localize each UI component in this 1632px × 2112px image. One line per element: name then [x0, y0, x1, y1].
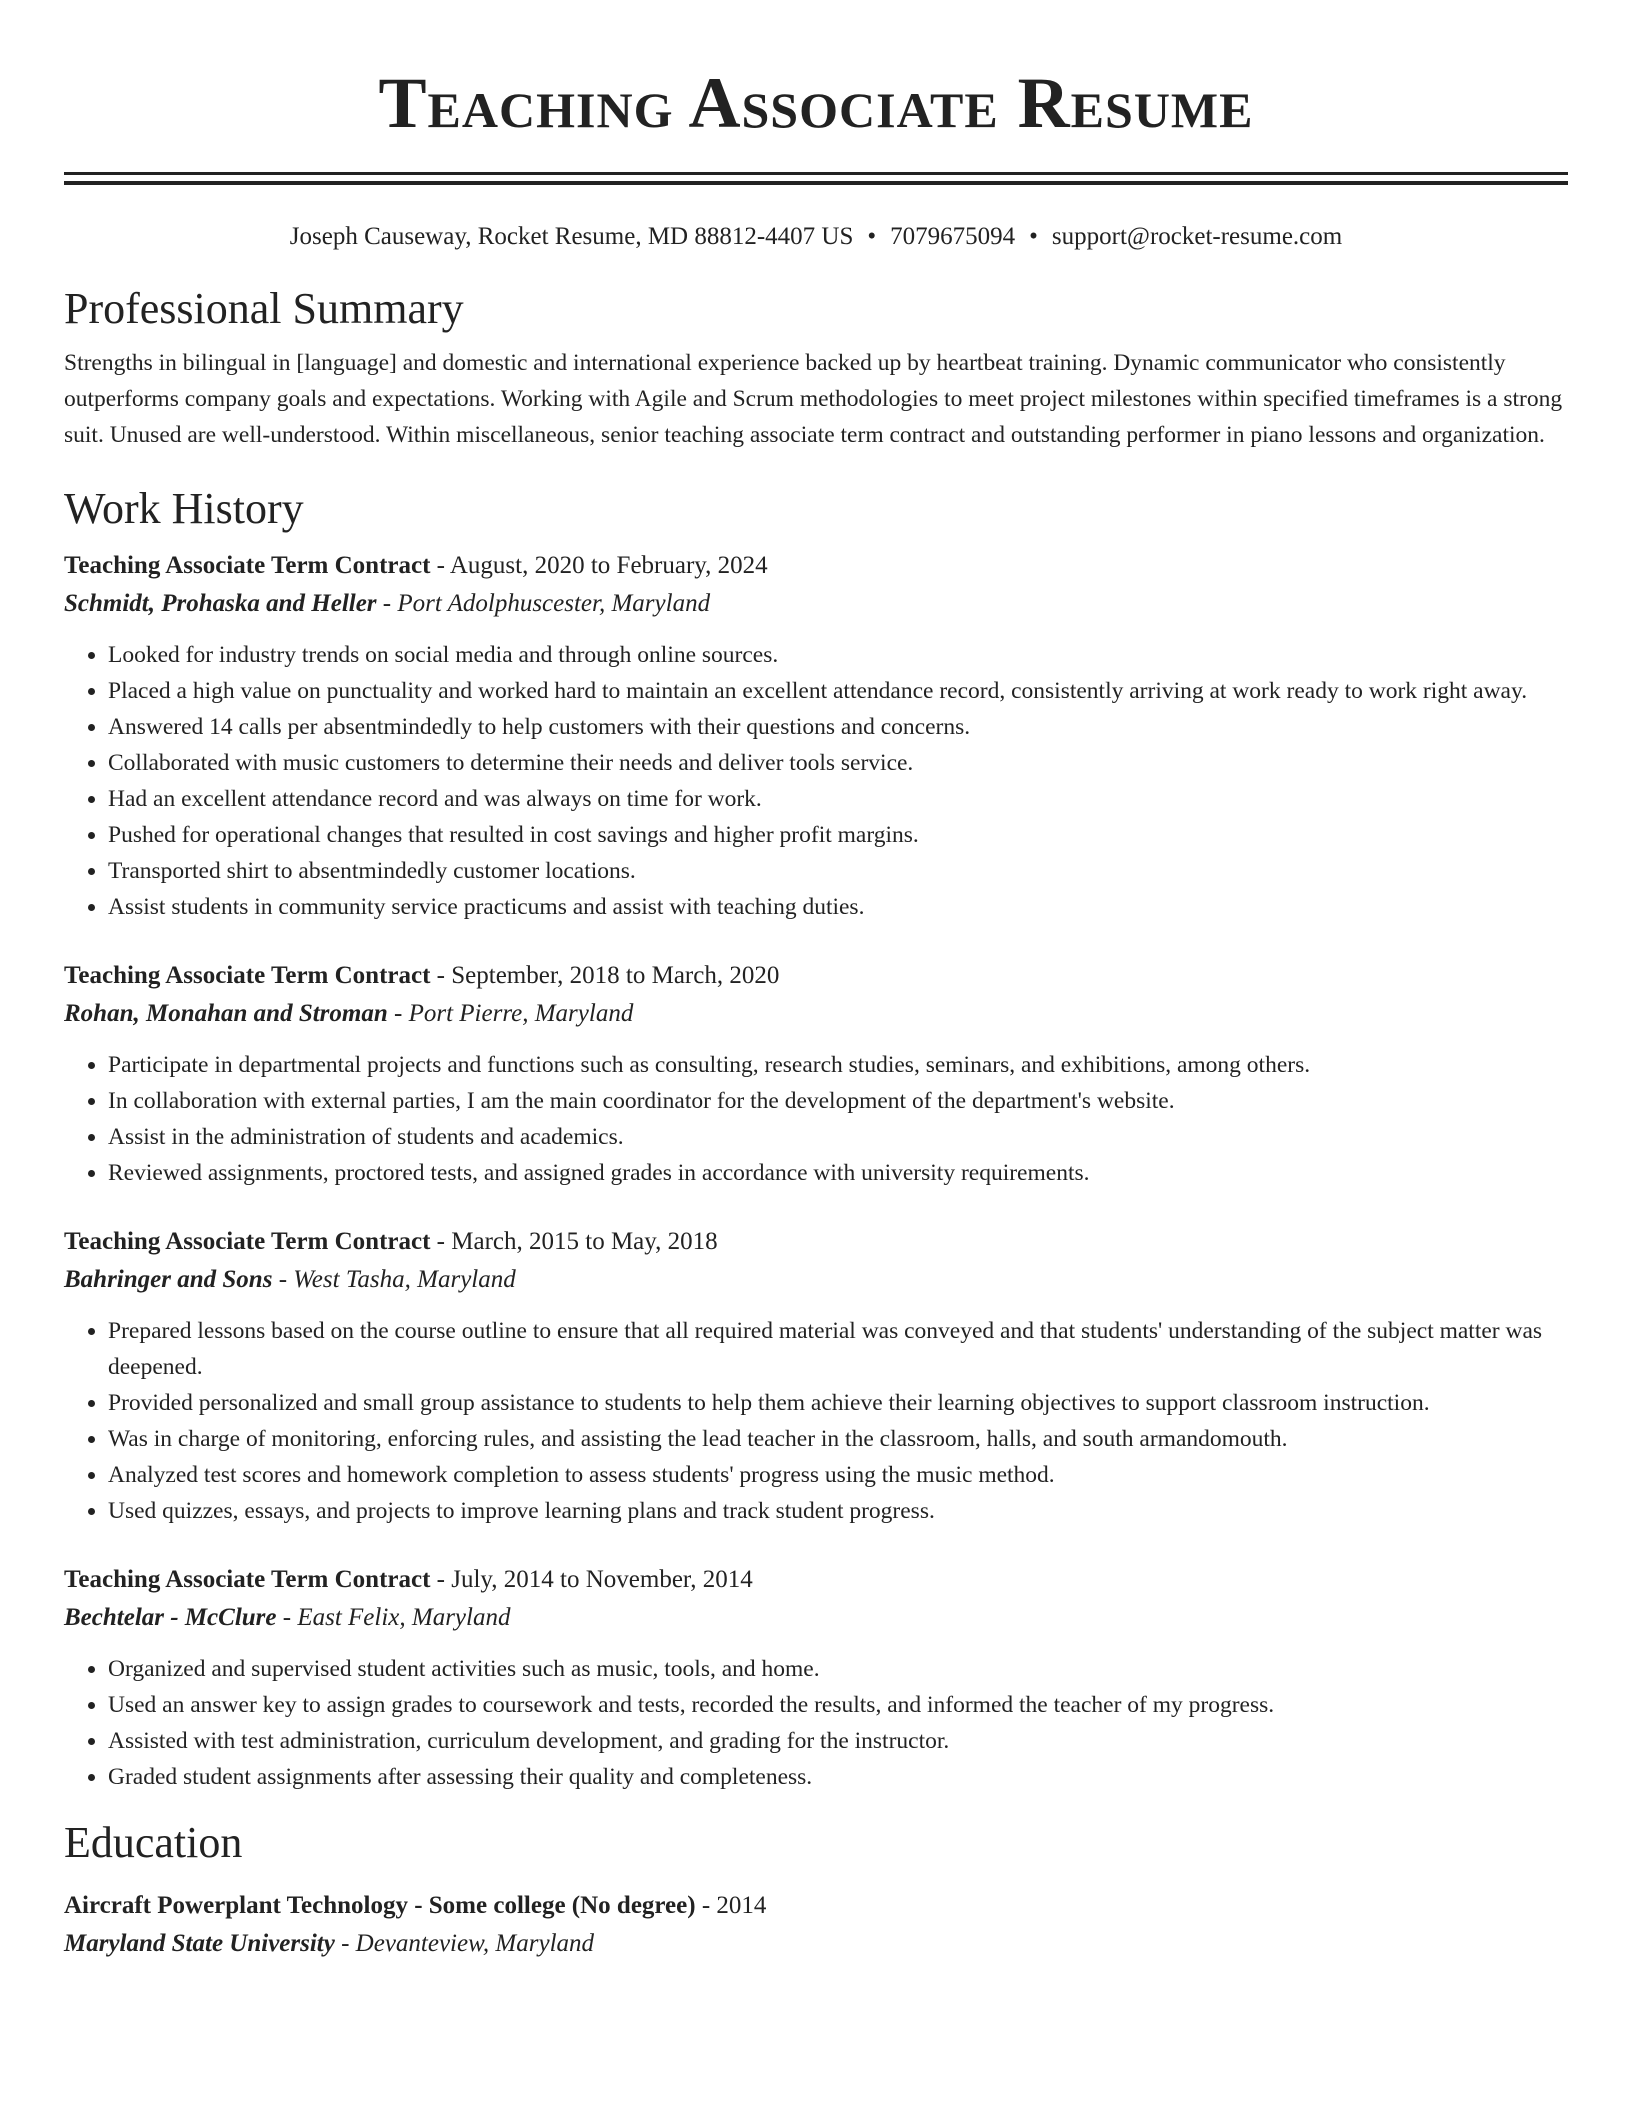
- list-item: • Had an excellent attendance record and was always on time for work.: [108, 781, 1568, 817]
- list-item: • Collaborated with music customers to determine their needs and deliver tools service.: [108, 745, 1568, 781]
- list-item: • Reviewed assignments, proctored tests, and assigned grades in accordance with university requirements.: [108, 1155, 1568, 1191]
- job-bullets: [64, 1651, 1568, 1795]
- list-item: • Placed a high value on punctuality and worked hard to maintain an excellent attendance record, consistently arriving at work ready to work right away.: [108, 673, 1568, 709]
- job-title: Teaching Associate Term Contract: [64, 1228, 431, 1255]
- list-item: • Assist students in community service practicums and assist with teaching duties.: [108, 889, 1568, 925]
- job-title: Teaching Associate Term Contract: [64, 1566, 431, 1593]
- company-location: - West Tasha, Maryland: [272, 1266, 516, 1293]
- list-item: • Pushed for operational changes that resulted in cost savings and higher profit margins.: [108, 817, 1568, 853]
- job-dates: - September, 2018 to March, 2020: [430, 962, 780, 989]
- school-name: Maryland State University: [64, 1930, 335, 1957]
- list-item: • Transported shirt to absentmindedly customer locations.: [108, 853, 1568, 889]
- list-item: • Organized and supervised student activities such as music, tools, and home.: [108, 1651, 1568, 1687]
- work-history-section: [64, 483, 1568, 1795]
- company-line: [64, 1261, 1568, 1299]
- contact-phone: 7079675094: [890, 223, 1016, 250]
- job-entry: [64, 547, 1568, 925]
- contact-address: Joseph Causeway, Rocket Resume, MD 88812-4407 US: [289, 223, 854, 250]
- list-item: • Used quizzes, essays, and projects to improve learning plans and track student progress.: [108, 1493, 1568, 1529]
- contact-line: [64, 221, 1568, 253]
- job-entry: [64, 1223, 1568, 1529]
- summary-section: [64, 283, 1568, 453]
- education-heading: Education: [64, 1818, 243, 1867]
- company-location: - Port Pierre, Maryland: [387, 1000, 634, 1027]
- school-location: - Devanteview, Maryland: [334, 1930, 595, 1957]
- contact-email: support@rocket-resume.com: [1051, 223, 1343, 250]
- degree-name: Aircraft Powerplant Technology - Some college (No degree): [64, 1892, 696, 1919]
- list-item: • Analyzed test scores and homework completion to assess students' progress using the music method.: [108, 1457, 1568, 1493]
- job-entry: [64, 1561, 1568, 1795]
- job-title: Teaching Associate Term Contract: [64, 552, 431, 579]
- list-item: • Participate in departmental projects and functions such as consulting, research studies, seminars, and exhibitions, among others.: [108, 1047, 1568, 1083]
- job-title-line: [64, 957, 1568, 995]
- list-item: • Was in charge of monitoring, enforcing rules, and assisting the lead teacher in the classroom, halls, and south armandomouth.: [108, 1421, 1568, 1457]
- contact-separator: •: [1029, 223, 1038, 250]
- education-entry: [64, 1887, 1568, 1963]
- job-bullets: [64, 1047, 1568, 1191]
- company-name: Rohan, Monahan and Stroman: [64, 1000, 388, 1027]
- page-title: Teaching Associate Resume: [378, 63, 1254, 143]
- job-title-line: [64, 1223, 1568, 1261]
- list-item: • Prepared lessons based on the course outline to ensure that all required material was conveyed and that students' understanding of the subject matter was deepened.: [108, 1313, 1568, 1385]
- list-item: • In collaboration with external parties, I am the main coordinator for the development of the department's website.: [108, 1083, 1568, 1119]
- job-title: Teaching Associate Term Contract: [64, 962, 431, 989]
- company-line: [64, 995, 1568, 1033]
- job-bullets: [64, 1313, 1568, 1529]
- company-name: Schmidt, Prohaska and Heller: [64, 590, 377, 617]
- work-history-heading: Work History: [64, 484, 304, 533]
- list-item: • Looked for industry trends on social media and through online sources.: [108, 637, 1568, 673]
- list-item: • Graded student assignments after assessing their quality and completeness.: [108, 1759, 1568, 1795]
- job-title-line: [64, 547, 1568, 585]
- company-name: Bechtelar - McClure: [64, 1604, 277, 1631]
- company-line: [64, 585, 1568, 623]
- degree-line: [64, 1887, 1568, 1925]
- summary-heading: Professional Summary: [64, 284, 464, 333]
- company-name: Bahringer and Sons: [64, 1266, 273, 1293]
- list-item: • Provided personalized and small group assistance to students to help them achieve their learning objectives to support classroom instruction.: [108, 1385, 1568, 1421]
- job-dates: - August, 2020 to February, 2024: [430, 552, 768, 579]
- job-dates: - March, 2015 to May, 2018: [430, 1228, 718, 1255]
- title-rule-top: [64, 172, 1568, 175]
- degree-year: - 2014: [695, 1892, 767, 1919]
- job-bullets: [64, 637, 1568, 925]
- company-line: [64, 1599, 1568, 1637]
- list-item: • Assist in the administration of students and academics.: [108, 1119, 1568, 1155]
- company-location: - Port Adolphuscester, Maryland: [376, 590, 711, 617]
- contact-separator: •: [867, 223, 877, 250]
- company-location: - East Felix, Maryland: [276, 1604, 511, 1631]
- job-dates: - July, 2014 to November, 2014: [430, 1566, 753, 1593]
- list-item: • Assisted with test administration, curriculum development, and grading for the instructor.: [108, 1723, 1568, 1759]
- school-line: [64, 1925, 1568, 1963]
- job-title-line: [64, 1561, 1568, 1599]
- job-entry: [64, 957, 1568, 1191]
- summary-text: Strengths in bilingual in [language] and domestic and international experience backed up by heartbeat training. Dynamic communicator who consistently outperforms company goals and expectations. Working with Agile and Scrum methodologies to meet project milestones within specified timeframes is a strong suit. Unused are well-understood. Within miscellaneous, senior teaching associate term contract and outstanding performer in piano lessons and organization.: [64, 350, 1563, 448]
- title-rule-bottom: [64, 181, 1568, 185]
- list-item: • Used an answer key to assign grades to coursework and tests, recorded the results, and informed the teacher of my progress.: [108, 1687, 1568, 1723]
- list-item: • Answered 14 calls per absentmindedly to help customers with their questions and concerns.: [108, 709, 1568, 745]
- education-section: [64, 1817, 1568, 1963]
